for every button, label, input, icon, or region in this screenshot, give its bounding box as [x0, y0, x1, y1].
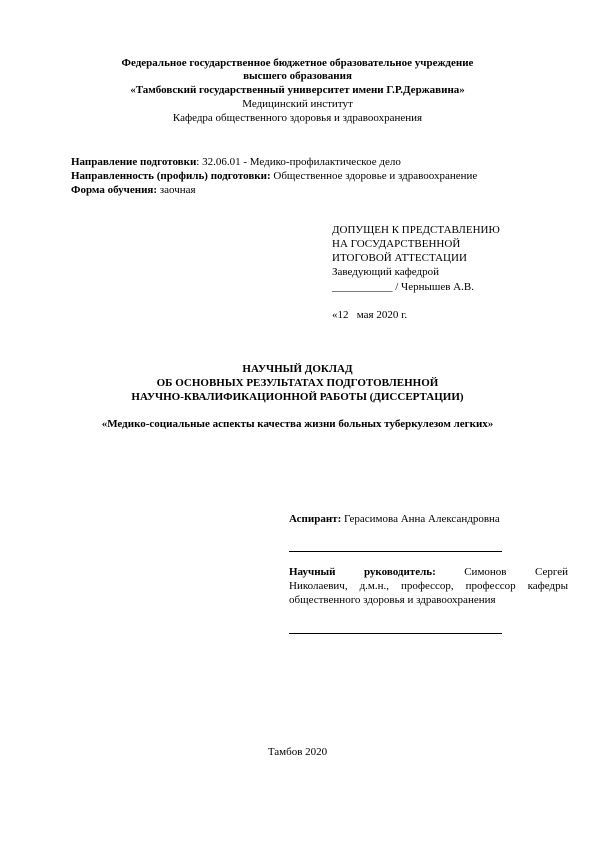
profile-value: Общественное здоровье и здравоохранение	[270, 170, 478, 182]
supervisor-line2: Николаевич, д.м.н., профессор, профессор кафедры	[289, 580, 568, 592]
aspirant-name: Герасимова Анна Александровна	[341, 513, 500, 525]
supervisor-surname: Симонов	[464, 566, 507, 578]
approval-line3: ИТОГОВОЙ АТТЕСТАЦИИ	[332, 252, 467, 264]
profile-label: Направленность (профиль) подготовки:	[71, 170, 271, 182]
direction-line	[71, 156, 401, 168]
study-form-value: заочная	[157, 184, 196, 196]
report-title-line3: НАУЧНО-КВАЛИФИКАЦИОННОЙ РАБОТЫ (ДИССЕРТАЦИИ)	[131, 391, 464, 403]
head-signature: ___________ / Чернышев А.В.	[332, 281, 474, 293]
direction-value: : 32.06.01 - Медико-профилактическое дело	[196, 156, 401, 168]
study-form-label: Форма обучения:	[71, 184, 158, 196]
university-name: «Тамбовский государственный университет имени Г.Р.Державина»	[130, 84, 465, 96]
study-form-line	[71, 184, 196, 196]
dissertation-topic: «Медико-социальные аспекты качества жизни больных туберкулезом легких»	[101, 418, 494, 430]
report-title-line2: ОБ ОСНОВНЫХ РЕЗУЛЬТАТАХ ПОДГОТОВЛЕННОЙ	[156, 377, 439, 389]
approval-line2: НА ГОСУДАРСТВЕННОЙ	[332, 238, 461, 250]
supervisor-signature-line	[289, 633, 502, 634]
profile-line	[71, 170, 477, 182]
supervisor-label-word1: Научный	[289, 566, 336, 578]
city-year: Тамбов 2020	[267, 746, 328, 758]
head-of-department-label: Заведующий кафедрой	[332, 266, 439, 278]
direction-label: Направление подготовки	[71, 156, 197, 168]
supervisor-line1	[289, 566, 568, 578]
org-name-line2: высшего образования	[243, 70, 352, 82]
aspirant-line	[289, 513, 500, 525]
supervisor-label-word2: руководитель:	[363, 566, 436, 578]
supervisor-line3: общественного здоровья и здравоохранения	[289, 594, 496, 606]
aspirant-signature-line	[289, 551, 502, 552]
institute-name: Медицинский институт	[242, 98, 353, 110]
aspirant-label: Аспирант:	[289, 513, 342, 525]
approval-line1: ДОПУЩЕН К ПРЕДСТАВЛЕНИЮ	[332, 224, 500, 236]
report-title-line1: НАУЧНЫЙ ДОКЛАД	[242, 363, 353, 375]
supervisor-firstname: Сергей	[534, 566, 568, 578]
approval-date: «12 мая 2020 г.	[332, 309, 408, 321]
department-name: Кафедра общественного здоровья и здравоохранения	[172, 112, 423, 124]
org-name-line1: Федеральное государственное бюджетное образовательное учреждение	[121, 57, 474, 69]
